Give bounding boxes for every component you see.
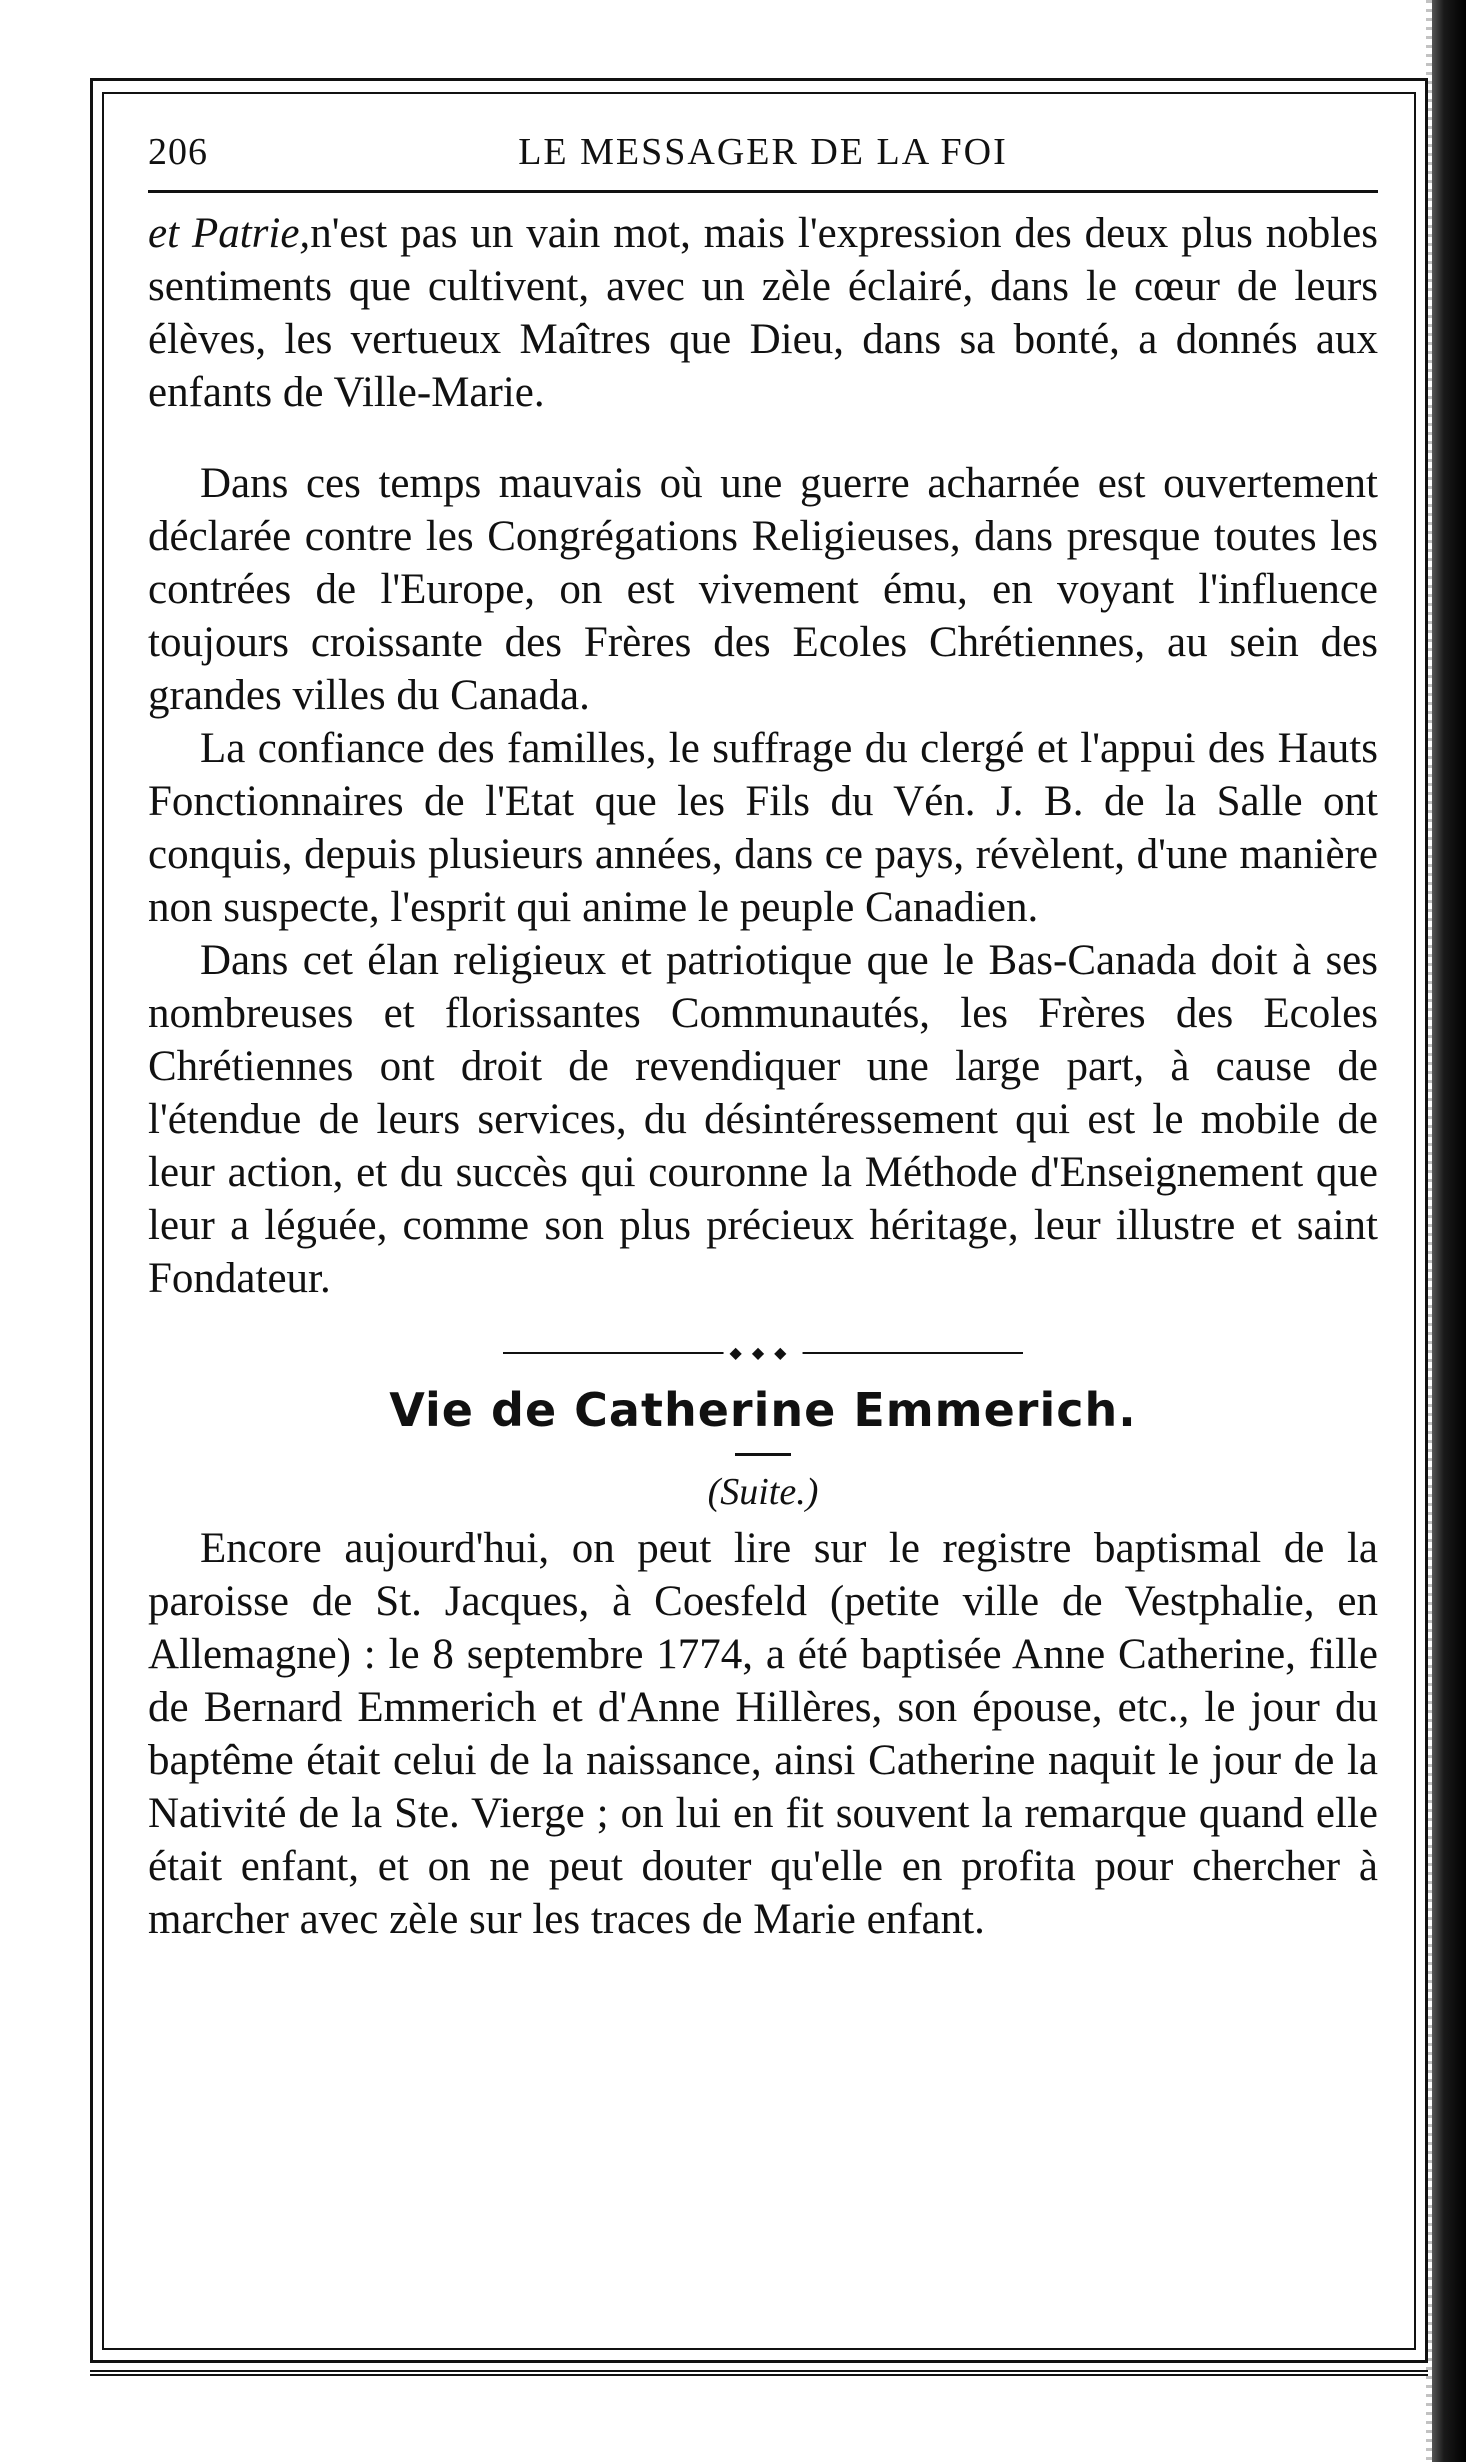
running-header [148,120,1378,190]
page-content [148,120,1378,1946]
scan-binding-edge [1432,0,1466,2462]
paragraph-elan-religieux: Dans cet élan religieux et patriotique que le Bas-Canada doit à ses nombreuses et florissantes Communautés, les Frères des Ecoles Chrétiennes ont droit de revendiquer une large part, à cause de l'étendue de leurs services, du désintéressement qui est le mobile de leur action, et du succès qui couronne la Méthode d'Enseignement que leur a léguée, comme son plus précieux héritage, leur illustre et saint Fondateur. [148,937,1378,1302]
section-subtitle: (Suite.) [707,1471,819,1513]
section-divider-ornament [503,1343,1023,1363]
paragraph-patrie-text: n'est pas un vain mot, mais l'expression des deux plus nobles sentiments que cultivent, avec un zèle éclairé, dans le cœur de leurs élèves, les vertueux Maîtres que Dieu, dans sa bonté, a donnés aux enfants de Ville-Marie. [148,210,1378,416]
paragraph-temps-mauvais: Dans ces temps mauvais où une guerre acharnée est ouvertement déclarée contre les Congrégations Religieuses, dans presque toutes les contrées de l'Europe, on est vivement ému, en voyant l'influence toujours croissante des Frères des Ecoles Chrétiennes, au sein des grandes villes du Canada. [148,460,1378,719]
page-border-bottom-rule [90,2370,1428,2376]
page-number: 206 [148,131,208,173]
header-rule [148,190,1378,193]
paragraph-patrie [148,207,1378,419]
running-title: LE MESSAGER DE LA FOI [518,131,1008,173]
paragraph-registre-baptismal: Encore aujourd'hui, on peut lire sur le registre baptismal de la paroisse de St. Jacques, à Coesfeld (petite ville de Vestphalie, en Allemagne) : le 8 septembre 1774, a été baptisée Anne Catherine, fille de Bernard Emmerich et d'Anne Hillères, son épouse, etc., le jour du baptême était celui de la naissance, ainsi Catherine naquit le jour de la Nativité de la Ste. Vierge ; on lui en fit souvent la remarque quand elle était enfant, et on ne peut douter qu'elle en profita pour chercher à marcher avec zèle sur les traces de Marie enfant. [148,1525,1378,1943]
section-title: Vie de Catherine Emmerich. [389,1383,1137,1437]
title-short-rule [735,1453,791,1456]
paragraph-lead-italic: et Patrie, [148,210,311,257]
paragraph-confiance: La confiance des familles, le suffrage du clergé et l'appui des Hauts Fonctionnaires de l'Etat que les Fils du Vén. J. B. de la Salle ont conquis, depuis plusieurs années, dans ce pays, révèlent, d'une manière non suspecte, l'esprit qui anime le peuple Canadien. [148,725,1378,931]
divider-diamonds: ◆◆◆ [724,1343,803,1363]
paragraph-gap [148,419,1378,457]
